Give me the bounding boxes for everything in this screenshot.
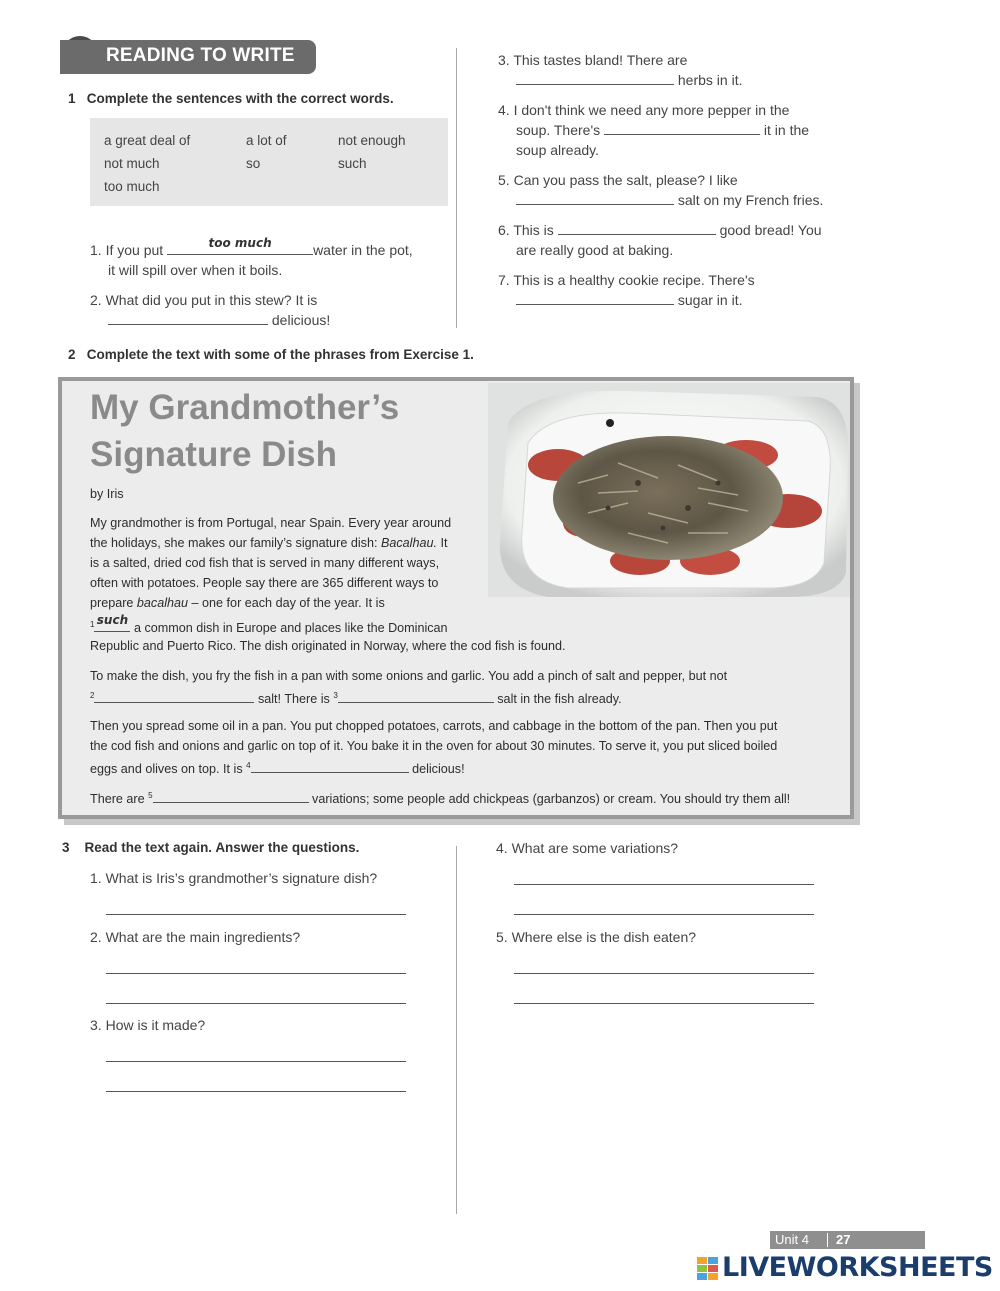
answer-blank-3[interactable] <box>516 71 674 85</box>
exercise-number: 1 <box>68 91 76 106</box>
question-text: What did you put in this stew? It is <box>105 292 318 308</box>
article-text: delicious! <box>408 762 465 777</box>
answer-line[interactable] <box>514 1003 814 1004</box>
answer-blank-4[interactable] <box>604 121 760 135</box>
question-text: herbs in it. <box>677 72 743 88</box>
question-3-5 <box>496 927 696 947</box>
question-text: Where else is the dish eaten? <box>511 929 697 945</box>
question-text: This is <box>513 222 554 238</box>
question-4-line2 <box>516 120 809 140</box>
article-text: the holidays, she makes our family’s signature dish: <box>90 536 381 550</box>
article-text: a common dish in Europe and places like the Dominican <box>130 621 448 636</box>
article-blank-2[interactable] <box>94 689 254 703</box>
question-4-line3: soup already. <box>516 142 600 158</box>
question-text: This tastes bland! There are <box>513 52 688 68</box>
dish-photo <box>488 383 850 597</box>
question-text: it in the <box>763 122 810 138</box>
question-text: Can you pass the salt, please? I like <box>513 172 738 188</box>
question-number: 2. <box>90 292 102 308</box>
answer-line[interactable] <box>514 914 814 915</box>
unit-label: Unit 4 <box>775 1232 809 1247</box>
answer-line[interactable] <box>106 1061 406 1062</box>
question-number: 5. <box>498 172 510 188</box>
question-text: What are some variations? <box>511 840 679 856</box>
question-3 <box>498 50 687 70</box>
article-line: the cod fish and onions and garlic on top of it. You bake it in the oven for about 30 minutes. To serve it, you put sliced boiled <box>90 739 778 753</box>
question-text: good bread! You <box>719 222 822 238</box>
question-3-3 <box>90 1015 205 1035</box>
answer-line[interactable] <box>514 973 814 974</box>
question-text: If you put <box>105 242 164 258</box>
section-title: READING TO WRITE <box>106 45 295 66</box>
question-number: 4. <box>498 102 510 118</box>
article-byline: by Iris <box>90 487 124 501</box>
question-number: 5. <box>496 929 508 945</box>
article-title-line2: Signature Dish <box>90 435 337 474</box>
word-bank-item: such <box>338 156 367 171</box>
question-text: How is it made? <box>105 1017 206 1033</box>
article-text: salt! There is <box>254 692 334 707</box>
question-text: sugar in it. <box>677 292 743 308</box>
exercise-instruction: Complete the sentences with the correct words. <box>86 91 394 106</box>
question-6-line2: are really good at baking. <box>516 242 674 258</box>
filled-answer: too much <box>208 236 272 250</box>
word-bank-item: so <box>246 156 261 171</box>
article-line: Then you spread some oil in a pan. You put chopped potatoes, carrots, and cabbage in the bottom of the pan. Then you put <box>90 719 778 733</box>
question-number: 1. <box>90 870 102 886</box>
article-text: There are <box>90 792 149 807</box>
answer-blank-1[interactable] <box>167 236 313 255</box>
word-bank-item: a lot of <box>246 133 287 148</box>
question-text: I don't think we need any more pepper in the <box>513 102 790 118</box>
answer-line[interactable] <box>106 1003 406 1004</box>
article-text: It <box>436 536 448 550</box>
article-blank-1[interactable] <box>94 613 130 632</box>
question-2-line2 <box>108 310 330 330</box>
question-3-2 <box>90 927 300 947</box>
article-blank-5[interactable] <box>153 789 309 803</box>
question-4 <box>498 100 789 120</box>
question-7 <box>498 270 755 290</box>
answer-blank-5[interactable] <box>516 191 674 205</box>
question-text: water in the pot, <box>313 242 413 258</box>
blank-number: 4 <box>246 761 251 770</box>
column-divider <box>456 48 457 328</box>
answer-blank-7[interactable] <box>516 291 674 305</box>
answer-line[interactable] <box>106 914 406 915</box>
article-line: often with potatoes. People say there are 365 different ways to <box>90 576 439 590</box>
badge-divider <box>827 1233 828 1247</box>
word-bank-item: a great deal of <box>104 133 191 148</box>
exercise-instruction: Read the text again. Answer the questions. <box>84 840 360 855</box>
question-number: 3. <box>90 1017 102 1033</box>
article-line <box>90 786 790 809</box>
brand-name: LIVEWORKSHEETS <box>722 1252 993 1283</box>
question-number: 3. <box>498 52 510 68</box>
article-text: prepare <box>90 596 137 610</box>
article-line: My grandmother is from Portugal, near Spain. Every year around <box>90 516 452 530</box>
question-number: 2. <box>90 929 102 945</box>
exercise-2-title <box>68 347 474 362</box>
question-text: salt on my French fries. <box>677 192 824 208</box>
word-bank-item: not much <box>104 156 160 171</box>
article-text: eggs and olives on top. It is <box>90 762 247 777</box>
article-text: Bacalhau. <box>380 536 437 550</box>
answer-blank-6[interactable] <box>558 221 716 235</box>
question-3-4 <box>496 838 678 858</box>
question-5 <box>498 170 738 190</box>
question-text: soup. There's <box>516 122 601 138</box>
article-line <box>90 756 465 779</box>
article-line: is a salted, dried cod fish that is served in many different ways, <box>90 556 440 570</box>
question-1 <box>90 236 460 260</box>
exercise-instruction: Complete the text with some of the phrases from Exercise 1. <box>86 347 474 362</box>
exercise-1-title <box>68 91 394 106</box>
question-number: 4. <box>496 840 508 856</box>
question-1-line2: it will spill over when it boils. <box>108 262 283 278</box>
question-6 <box>498 220 822 240</box>
page-number: 27 <box>836 1232 851 1247</box>
question-number: 6. <box>498 222 510 238</box>
answer-blank-2[interactable] <box>108 311 268 325</box>
question-text: delicious! <box>271 312 331 328</box>
article-text: – one for each day of the year. It is <box>188 596 385 610</box>
article-text: bacalhau <box>136 596 189 610</box>
article-line: To make the dish, you fry the fish in a pan with some onions and garlic. You add a pinch of salt and pepper, but not <box>90 669 728 683</box>
filled-answer: such <box>96 613 129 628</box>
article-line: Republic and Puerto Rico. The dish originated in Norway, where the cod fish is found. <box>90 639 566 653</box>
question-3-1 <box>90 868 377 888</box>
article-text: variations; some people add chickpeas (garbanzos) or cream. You should try them all! <box>308 792 791 807</box>
article-line <box>90 615 448 638</box>
exercise-number: 2 <box>68 347 76 362</box>
article-line <box>90 686 622 709</box>
article-text: salt in the fish already. <box>493 692 622 707</box>
column-divider <box>456 846 457 1214</box>
question-5-line2 <box>516 190 823 210</box>
question-number: 7. <box>498 272 510 288</box>
article-blank-4[interactable] <box>251 759 409 773</box>
exercise-number: 3 <box>62 840 70 855</box>
blank-number: 2 <box>90 691 95 700</box>
question-7-line2 <box>516 290 742 310</box>
blank-number: 3 <box>333 691 338 700</box>
question-text: This is a healthy cookie recipe. There's <box>513 272 755 288</box>
question-2 <box>90 290 317 310</box>
question-text: What is Iris’s grandmother’s signature dish? <box>105 870 378 886</box>
exercise-3-title <box>62 840 359 855</box>
question-3-line2 <box>516 70 742 90</box>
article-title-line1: My Grandmother’s <box>90 388 400 427</box>
article-line <box>90 533 447 553</box>
question-number: 1. <box>90 242 102 258</box>
answer-line[interactable] <box>106 973 406 974</box>
article-line <box>90 593 385 613</box>
blank-number: 1 <box>90 620 95 629</box>
word-bank-item: too much <box>104 179 160 194</box>
answer-line[interactable] <box>514 884 814 885</box>
liveworksheets-logo-icon <box>697 1257 719 1281</box>
blank-number: 5 <box>148 791 153 800</box>
word-bank-item: not enough <box>338 133 406 148</box>
answer-line[interactable] <box>106 1091 406 1092</box>
article-blank-3[interactable] <box>338 689 494 703</box>
question-text: What are the main ingredients? <box>105 929 301 945</box>
